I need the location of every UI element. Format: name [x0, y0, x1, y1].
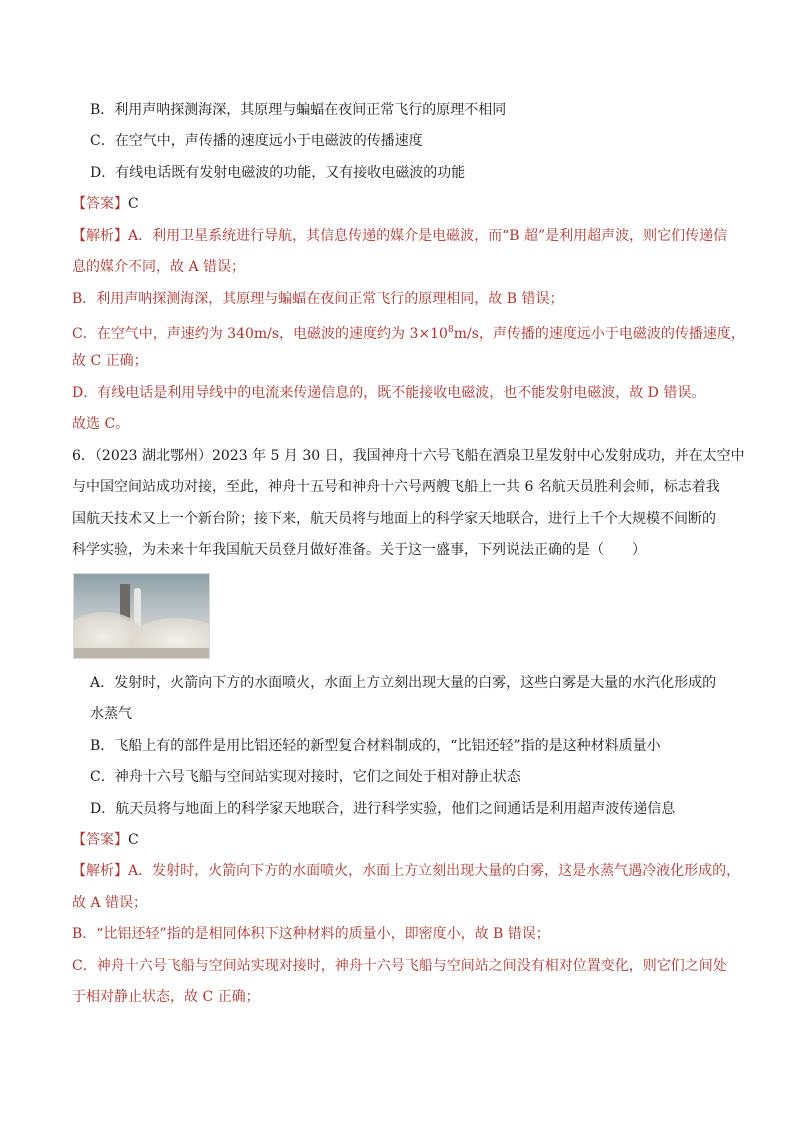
q5-answer — [72, 194, 139, 214]
rocket-launch-photo — [73, 573, 210, 659]
q6-analysis-c-line1: C．神舟十六号飞船与空间站实现对接时，神舟十六号飞船与空间站之间没有相对位置变化，则它们之间处 — [72, 958, 727, 974]
answer-value: C — [128, 196, 139, 212]
q6-analysis-a-line2: 故 A 错误； — [72, 895, 148, 911]
q5-analysis-a-line1 — [72, 226, 727, 246]
q6-option-d: D．航天员将与地面上的科学家天地联合，进行科学实验，他们之间通话是利用超声波传递信息 — [90, 801, 676, 817]
q5-analysis-a-line2: 息的媒介不同，故 A 错误； — [72, 259, 246, 275]
q5-analysis-d: D．有线电话是利用导线中的电流来传递信息的，既不能接收电磁波，也不能发射电磁波，故 D 错误。 — [72, 385, 706, 401]
analysis-c-exponent: 8 — [447, 325, 454, 335]
q6-option-a-line2: 水蒸气 — [90, 706, 132, 722]
q6-stem-line1: 6．（2023 湖北鄂州）2023 年 5 月 30 日，我国神舟十六号飞船在酒泉卫星发射中心发射成功，并在太空中 — [72, 448, 745, 464]
analysis-label: 【解析】 — [72, 228, 128, 244]
answer-label: 【答案】 — [72, 832, 128, 848]
ground-strip — [74, 648, 209, 658]
q5-option-b: B．利用声呐探测海深，其原理与蝙蝠在夜间正常飞行的原理不相同 — [90, 102, 507, 118]
answer-label: 【答案】 — [72, 196, 128, 212]
q5-analysis-b: B．利用声呐探测海深，其原理与蝙蝠在夜间正常飞行的原理相同，故 B 错误； — [72, 291, 564, 307]
answer-value: C — [128, 832, 139, 848]
q5-conclusion: 故选 C。 — [72, 416, 130, 432]
q6-analysis-a-line1 — [72, 861, 740, 881]
q6-option-a-line1: A．发射时，火箭向下方的水面喷火，水面上方立刻出现大量的白雾，这些白雾是大量的水汽化形成的 — [90, 675, 717, 691]
analysis-text: A．利用卫星系统进行导航，其信息传递的媒介是电磁波，而“B 超”是利用超声波，则它们传递信 — [128, 228, 728, 244]
q5-analysis-c-line1 — [72, 320, 745, 344]
q6-stem-line2: 与中国空间站成功对接，至此，神舟十五号和神舟十六号两艘飞船上一共 6 名航天员胜利会师，标志着我 — [72, 479, 720, 495]
q6-analysis-c-line2: 于相对静止状态，故 C 正确； — [72, 989, 260, 1005]
q5-option-d: D．有线电话既有发射电磁波的功能，又有接收电磁波的功能 — [90, 165, 466, 181]
q6-stem-line4: 科学实验，为未来十年我国航天员登月做好准备。关于这一盛事，下列说法正确的是（ ） — [72, 542, 646, 558]
analysis-c-pre: C．在空气中，声速约为 340m/s，电磁波的速度约为 3×10 — [72, 326, 448, 342]
q6-answer — [72, 830, 139, 850]
q6-analysis-b: B．“比铝还轻”指的是相同体积下这种材料的质量小，即密度小，故 B 错误； — [72, 926, 550, 942]
q5-analysis-c-line2: 故 C 正确； — [72, 353, 148, 369]
q6-option-b: B．飞船上有的部件是用比铝还轻的新型复合材料制成的，“比铝还轻”指的是这种材料质量小 — [90, 738, 661, 754]
q5-option-c: C．在空气中，声传播的速度远小于电磁波的传播速度 — [90, 133, 423, 149]
q6-stem-line3: 国航天技术又上一个新台阶；接下来，航天员将与地面上的科学家天地联合，进行上千个大规模不间断的 — [72, 511, 716, 527]
analysis-label: 【解析】 — [72, 863, 128, 879]
q6-option-c: C．神舟十六号飞船与空间站实现对接时，它们之间处于相对静止状态 — [90, 769, 521, 785]
analysis-text: A．发射时，火箭向下方的水面喷火，水面上方立刻出现大量的白雾，这是水蒸气遇冷液化形成的， — [128, 863, 741, 879]
analysis-c-post: m/s，声传播的速度远小于电磁波的传播速度， — [453, 326, 745, 342]
